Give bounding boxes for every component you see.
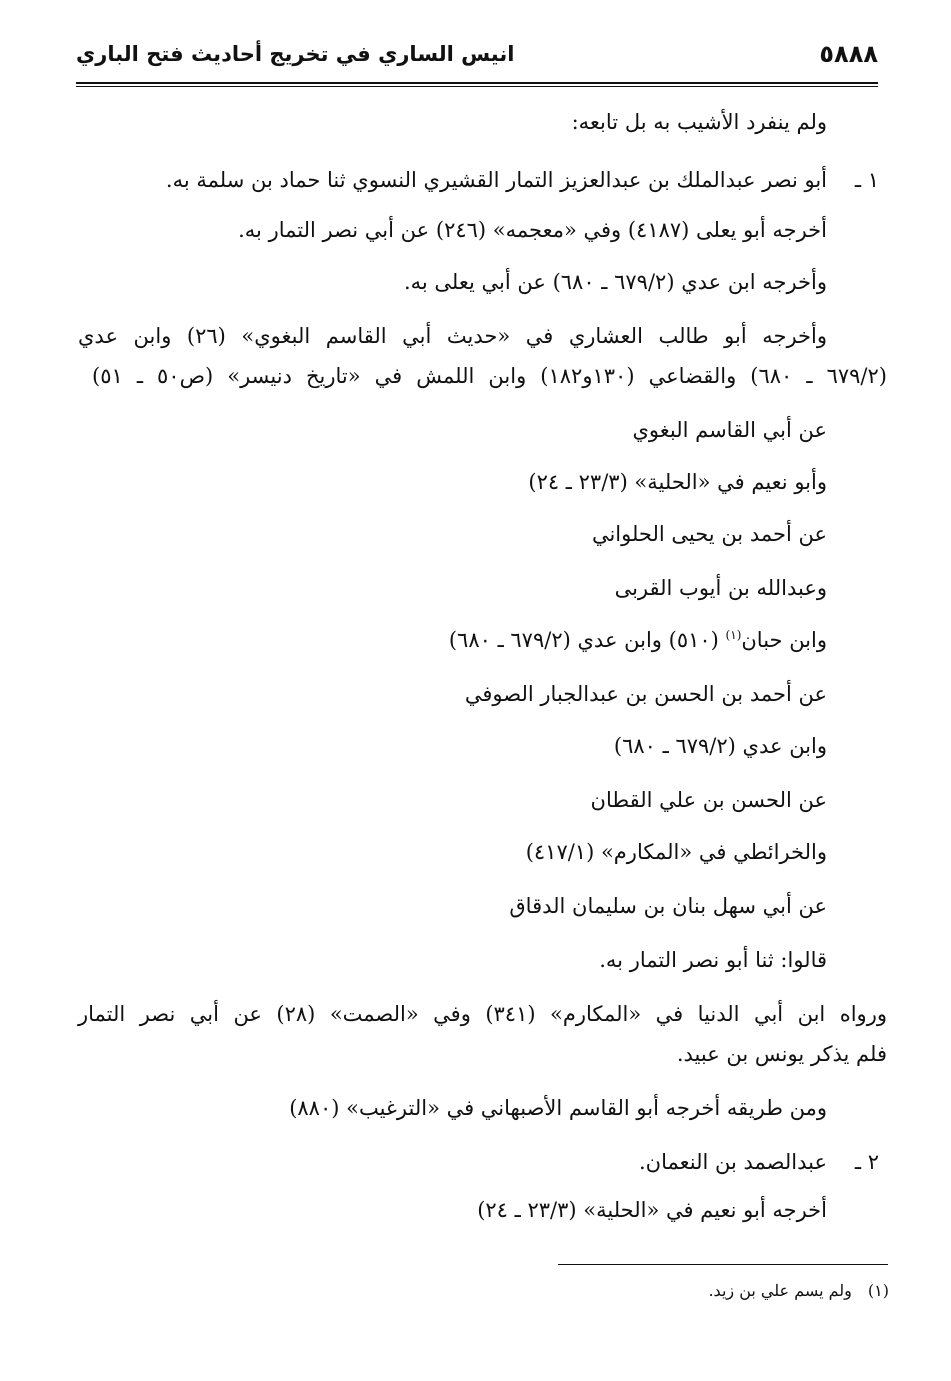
line-baghawi: عن أبي القاسم البغوي — [632, 418, 827, 442]
line-adi: وابن عدي (٦٧٩/٢ ـ ٦٨٠) — [613, 734, 827, 758]
line-abunuaim-1: وأبو نعيم في «الحلية» (٢٣/٣ ـ ٢٤) — [528, 470, 827, 494]
line-daqqaq: عن أبي سهل بنان بن سليمان الدقاق — [509, 894, 827, 918]
line-asbahani: ومن طريقه أخرجه أبو القاسم الأصبهاني في «الترغيب» (٨٨٠) — [289, 1096, 827, 1120]
line-hulwani: عن أحمد بن يحيى الحلواني — [591, 522, 827, 546]
line-kharaiti: والخرائطي في «المكارم» (٤١٧/١) — [525, 840, 827, 864]
footnote-mark: (١) — [867, 1281, 889, 1300]
item-2-number: ٢ ـ — [854, 1150, 879, 1174]
item-2-line-2: أخرجه أبو نعيم في «الحلية» (٢٣/٣ ـ ٢٤) — [477, 1198, 827, 1222]
item-1-line-1: أبو نصر عبدالملك بن عبدالعزيز التمار القشيري النسوي ثنا حماد بن سلمة به. — [165, 168, 827, 192]
footnote — [708, 1280, 889, 1302]
page-header — [76, 38, 878, 88]
item-1-line-4a: وأخرجه أبو طالب العشاري في «حديث أبي القاسم البغوي» (٢٦) وابن عدي — [78, 324, 827, 348]
line-qalu: قالوا: ثنا أبو نصر التمار به. — [599, 948, 827, 972]
item-1-number: ١ ـ — [854, 168, 879, 192]
item-1-line-3: وأخرجه ابن عدي (٦٧٩/٢ ـ ٦٨٠) عن أبي يعلى به. — [403, 270, 827, 294]
footnote-rule — [558, 1264, 888, 1265]
hibban-text: وابن حبان — [741, 628, 827, 652]
footnote-text: ولم يسم علي بن زيد. — [708, 1281, 852, 1300]
item-1-line-2: أخرجه أبو يعلى (٤١٨٧) وفي «معجمه» (٢٤٦) عن أبي نصر التمار به. — [238, 218, 827, 242]
line-dunya-a: ورواه ابن أبي الدنيا في «المكارم» (٣٤١) وفي «الصمت» (٢٨) عن أبي نصر التمار — [78, 1002, 887, 1026]
intro-line: ولم ينفرد الأشيب به بل تابعه: — [571, 110, 827, 134]
footnote-ref: (١) — [725, 628, 742, 642]
line-qattan: عن الحسن بن علي القطان — [590, 788, 827, 812]
running-title: انيس الساري في تخريج أحاديث فتح الباري — [76, 42, 515, 66]
line-qurbi: وعبدالله بن أيوب القربى — [614, 576, 827, 600]
item-2-line-1: عبدالصمد بن النعمان. — [638, 1150, 827, 1174]
header-rule — [76, 82, 878, 87]
line-hibban — [449, 626, 827, 654]
hibban-rest: (٥١٠) وابن عدي (٦٧٩/٢ ـ ٦٨٠) — [448, 628, 726, 652]
line-sufi: عن أحمد بن الحسن بن عبدالجبار الصوفي — [464, 682, 827, 706]
page-number: ٥٨٨٨ — [819, 40, 878, 68]
line-dunya-b: فلم يذكر يونس بن عبيد. — [676, 1042, 887, 1066]
item-1-line-4b: (٦٧٩/٢ ـ ٦٨٠) والقضاعي (١٣٠و١٨٢) وابن اللمش في «تاريخ دنيسر» (ص٥٠ ـ ٥١) — [92, 364, 887, 388]
